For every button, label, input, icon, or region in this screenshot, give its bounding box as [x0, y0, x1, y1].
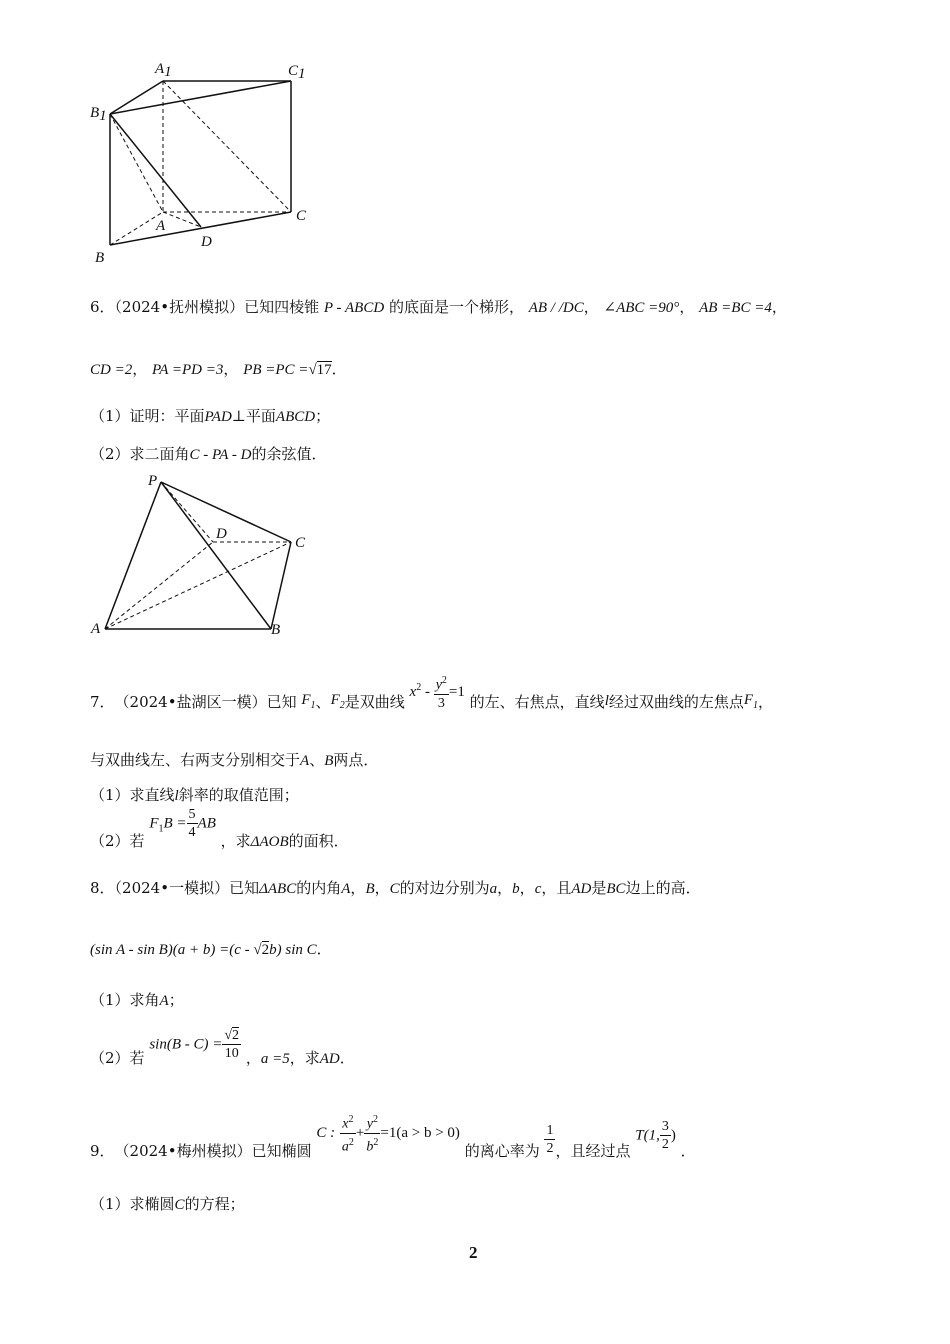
- q6-source: （2024•抚州模拟）: [114, 298, 245, 316]
- q7-source: （2024•盐湖区一模）: [114, 693, 267, 712]
- ellipse-equation: C : $\frac{x^2}{a^2}$ + $\frac{y^2}{b^2}$ =1(a > b > 0): [316, 1111, 460, 1155]
- sine-equation: sin(B - C) = $\frac{√2}{10}$: [149, 1028, 240, 1061]
- q8-source: （2024•一模拟）: [114, 879, 230, 897]
- q8-part2: （2）若 sin(B - C) = $\frac{√2}{10}$ ，a =5，求AD．: [90, 1028, 355, 1067]
- pyramid-figure: [85, 468, 325, 643]
- eccentricity-fraction: $\frac{1}{2}$: [546, 1123, 554, 1157]
- hyperbola-equation: $x^2$ - $\frac{y^2}{3}$ =1: [410, 672, 465, 712]
- label-A: A: [91, 621, 101, 637]
- label-C: C: [295, 535, 306, 551]
- label-D: D: [216, 526, 227, 542]
- page-number: 2: [469, 1243, 478, 1262]
- q7-line2: 与双曲线左、右两支分别相交于A、B两点．: [90, 751, 379, 769]
- label-B: B: [271, 622, 281, 638]
- label-C: C: [296, 208, 307, 224]
- q7-number: 7．: [90, 693, 115, 712]
- label-B1: B1: [90, 105, 107, 124]
- q6-number: 6．: [90, 298, 115, 316]
- q9-number: 9．: [90, 1142, 115, 1161]
- label-B: B: [95, 250, 105, 266]
- q8-number: 8．: [90, 879, 115, 897]
- label-C1: C1: [288, 63, 306, 82]
- sqrt-symbol: √: [308, 362, 317, 378]
- label-A1: A1: [155, 61, 172, 80]
- q8-line1: 8．（2024•一模拟）已知ΔABC的内角A，B，C的对边分别为a，b，c，且AD是BC边上的高．: [90, 879, 701, 897]
- label-D: D: [201, 234, 212, 250]
- vector-equation: $F_1B$ = $\frac{5}{4}$ AB: [149, 807, 216, 840]
- q7-part1: （1）求直线l斜率的取值范围；: [90, 786, 299, 804]
- q6-part2: （2）求二面角C - PA - D的余弦值．: [90, 445, 327, 463]
- q6-line2: CD =2， PA =PD =3， PB =PC =√17．: [90, 360, 347, 378]
- q6-part1: （1）证明：平面PAD⊥平面ABCD；: [90, 407, 331, 425]
- point-T: T(1, $\frac{3}{2}$ ): [635, 1119, 676, 1153]
- q9-part1: （1）求椭圆C的方程；: [90, 1195, 245, 1213]
- prism-figure: [85, 55, 325, 270]
- q7-part2: （2）若 $F_1B$ = $\frac{5}{4}$ AB ，求ΔAOB的面积．: [90, 807, 349, 850]
- label-A: A: [156, 218, 166, 234]
- prism-solid-edges: [110, 81, 291, 245]
- label-P: P: [148, 473, 158, 489]
- q9-source: （2024•梅州模拟）: [114, 1142, 252, 1161]
- q7-line1: 7．（2024•盐湖区一模）已知 $F_1$、$F_2$是双曲线 $x^2$ - $\frac{y^2}{3}$ =1 的左、右焦点，直线l经过双曲线的左焦点$F_1$，: [90, 682, 773, 722]
- prism-hidden-edges: [110, 81, 291, 245]
- q9-line1: 9．（2024•梅州模拟）已知椭圆 C : $\frac{x^2}{a^2}$ + $\frac{y^2}{b^2}$ =1(a > b > 0) 的离心率为 $\frac{1}{2}$ ，且经过点 T(1, $\frac{3}{2}$ ) ．: [90, 1117, 696, 1161]
- q8-equation: (sin A - sin B)(a + b) =(c - √2b) sin C．: [90, 940, 332, 958]
- q6-line1: 6．（2024•抚州模拟）已知四棱锥 P - ABCD 的底面是一个梯形， AB / /DC， ∠ABC =90°， AB =BC =4，: [90, 298, 787, 316]
- q8-part1: （1）求角A；: [90, 991, 184, 1009]
